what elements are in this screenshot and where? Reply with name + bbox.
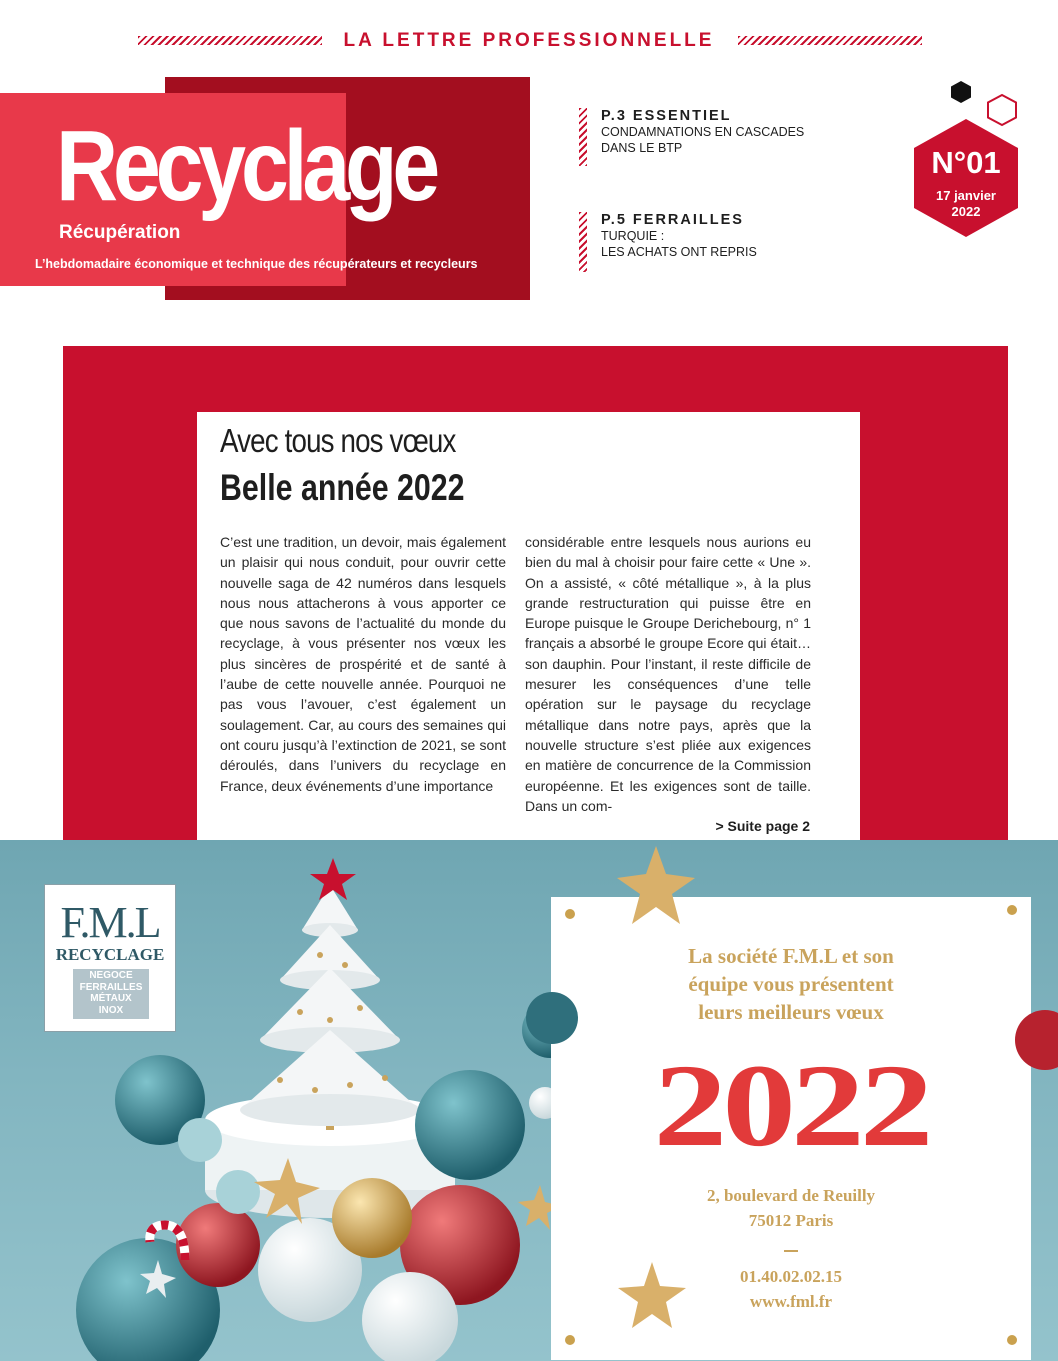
teaser-essentiel[interactable] (579, 108, 839, 166)
issue-year: 2022 (951, 204, 981, 219)
company-phone: 01.40.02.02.15 (740, 1267, 842, 1286)
teaser-ferrailles[interactable] (579, 212, 839, 272)
slogan-line: leurs meilleurs vœux (698, 1000, 884, 1024)
logo-activity: MÉTAUX (90, 993, 132, 1004)
lead-article (197, 412, 860, 846)
logo-activity: FERRAILLES (79, 981, 143, 993)
teaser-line: CONDAMNATIONS EN CASCADES (601, 125, 805, 139)
issue-number: N°01 (931, 145, 1001, 180)
masthead-tagline: L’hebdomadaire économique et technique des récupérateurs et recycleurs (35, 257, 478, 271)
issue-badge (913, 118, 1019, 238)
teaser-line: LES ACHATS ONT REPRIS (601, 245, 757, 259)
teaser-kicker: P.5 FERRAILLES (601, 212, 744, 228)
logo-brand: RECYCLAGE (55, 945, 165, 964)
teaser-hatch-bar (579, 212, 587, 272)
advertisement (0, 840, 1058, 1361)
logo-activity: NEGOCE (89, 970, 133, 981)
teaser-kicker: P.3 ESSENTIEL (601, 108, 732, 124)
address-line: 75012 Paris (748, 1211, 834, 1230)
hatch-decoration-right (738, 36, 922, 45)
banner-label: LA LETTRE PROFESSIONNELLE (343, 30, 715, 51)
slogan-line: La société F.M.L et son (688, 944, 894, 968)
teaser-line: DANS LE BTP (601, 141, 683, 155)
continued-link[interactable]: > Suite page 2 (715, 818, 810, 834)
masthead-subtitle: Récupération (59, 222, 181, 243)
top-banner (0, 30, 1058, 54)
issue-day: 17 janvier (936, 188, 996, 203)
logo-activity: INOX (98, 1004, 124, 1016)
article-column-2: considérable entre lesquels nous aurions eu bien du mal à choisir pour faire cette « Une ». On a assisté, « côté métallique », à la plus grande restructuration qui puisse être en Europe puisque le Groupe Derichebourg, n° 1 français a absorbé le groupe Ecore qui était… son dauphin. Pour l’instant, il reste difficile de mesurer les conséquences d’une telle opération sur le paysage du recyclage métallique dans notre pays, après que la nouvelle structure s’est pliée aux exigences en matière de concurrence de la Commission européenne. Et les exigences sont de taille. Dans un com- (525, 534, 811, 814)
hatch-decoration-left (138, 36, 322, 45)
article-column-1: C’est une tradition, un devoir, mais également un plaisir qui nous conduit, pour ouvrir cette nouvelle saga de 42 numéros dans lesquels nous nous attacherons à vous apporter ce que nous savons de l’actualité du monde du recyclage, à vous présenter nos vœux les plus sincères de prospérité et de santé à l’aube de cette nouvelle année. Pourquoi ne pas vous l’avouer, c’est également un soulagement. Car, au cours des semaines qui ont couru jusqu’à l’extinction de 2021, se sont déroulés, dans l’univers du recyclage en France, deux événements d’une importance (220, 534, 506, 794)
hexagon-icon (949, 80, 973, 104)
article-kicker: Avec tous nos vœux (220, 422, 456, 459)
masthead-title: Recyclage (56, 110, 436, 222)
teaser-hatch-bar (579, 108, 587, 166)
greeting-year: 2022 (653, 1040, 929, 1171)
star-ornaments (0, 840, 1058, 1361)
company-website[interactable]: www.fml.fr (749, 1292, 833, 1311)
article-headline: Belle année 2022 (220, 467, 465, 508)
slogan-line: équipe vous présentent (688, 972, 894, 996)
issue-date (913, 188, 1019, 220)
logo-name: F.M.L (60, 898, 160, 947)
teaser-line: TURQUIE : (601, 229, 665, 243)
address-line: 2, boulevard de Reuilly (706, 1186, 876, 1205)
